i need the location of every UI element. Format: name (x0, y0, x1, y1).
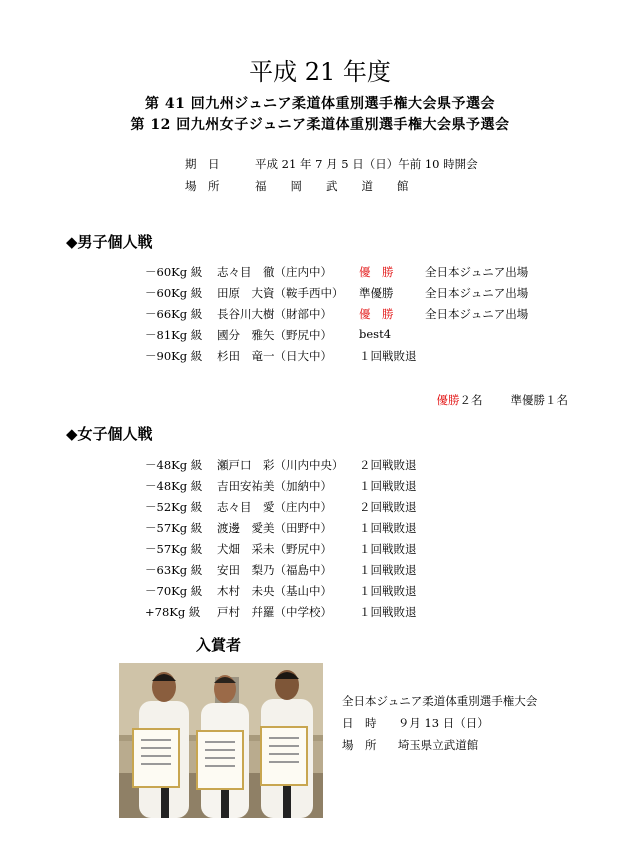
athlete-name: 國分 雅矢（野尻中） (217, 328, 332, 342)
result: 優 勝 (359, 307, 394, 321)
result: 準優勝 (359, 286, 394, 300)
athlete-name: 田原 大資（鞍手西中） (217, 286, 344, 300)
result: １回戦敗退 (359, 542, 417, 556)
women-section-heading: ◆女子個人戦 (66, 425, 153, 443)
winners-photo (119, 663, 323, 818)
result: best4 (359, 327, 392, 341)
page-title: 平成 21 年度 (249, 58, 391, 86)
athlete-name: 渡邊 愛美（田野中） (217, 521, 332, 535)
event-date-row (342, 712, 537, 734)
athlete-name: 犬畑 采未（野尻中） (217, 542, 332, 556)
summary-win-label: 優勝 (436, 393, 460, 407)
weight-class: －57Kg 級 (145, 521, 203, 535)
event-date: ９月 13 日（日） (397, 716, 489, 730)
athlete-name: 木村 未央（基山中） (217, 584, 332, 598)
men-section-heading: ◆男子個人戦 (66, 233, 153, 251)
athlete-name: 安田 梨乃（福島中） (217, 563, 332, 577)
event-name: 全日本ジュニア柔道体重別選手権大会 (342, 694, 538, 708)
weight-class: －66Kg 級 (145, 307, 203, 321)
event-venue-label: 場 所 (342, 738, 377, 752)
weight-class: －81Kg 級 (145, 328, 203, 342)
date-label: 期 日 (185, 157, 220, 171)
result: 優 勝 (359, 265, 394, 279)
summary-second: 準優勝１名 (510, 393, 568, 407)
subtitle-women-tournament: 第 12 回九州女子ジュニア柔道体重別選手権大会県予選会 (130, 117, 510, 133)
result: １回戦敗退 (359, 349, 417, 363)
event-date-label: 日 時 (342, 716, 377, 730)
result: １回戦敗退 (359, 584, 417, 598)
athlete-name: 長谷川大樹（財部中） (217, 307, 332, 321)
summary-win-count: ２名 (459, 393, 483, 407)
weight-class: －48Kg 級 (145, 458, 203, 472)
weight-class: －70Kg 級 (145, 584, 203, 598)
weight-class: －60Kg 級 (145, 265, 203, 279)
venue-label: 場 所 (185, 179, 220, 193)
result: ２回戦敗退 (359, 500, 417, 514)
result: １回戦敗退 (359, 479, 417, 493)
athlete-name: 瀬戸口 彩（川内中央） (217, 458, 344, 472)
weight-class: －90Kg 級 (145, 349, 203, 363)
note: 全日本ジュニア出場 (425, 286, 529, 300)
athlete-name: 杉田 竜一（日大中） (217, 349, 332, 363)
winners-heading: 入賞者 (196, 636, 242, 654)
date-value: 平成 21 年 7 月 5 日（日）午前 10 時開会 (255, 157, 478, 171)
result: ２回戦敗退 (359, 458, 417, 472)
result: １回戦敗退 (359, 605, 417, 619)
men-summary (437, 392, 569, 408)
event-venue: 埼玉県立武道館 (397, 738, 479, 752)
weight-class: －60Kg 級 (145, 286, 203, 300)
note: 全日本ジュニア出場 (425, 307, 529, 321)
weight-class: －52Kg 級 (145, 500, 203, 514)
event-info (342, 690, 537, 756)
result: １回戦敗退 (359, 563, 417, 577)
athlete-name: 志々目 愛（庄内中） (217, 500, 332, 514)
event-venue-row (342, 734, 537, 756)
note: 全日本ジュニア出場 (425, 265, 529, 279)
weight-class: －63Kg 級 (145, 563, 203, 577)
venue-value: 福岡武道館 (255, 179, 433, 193)
weight-class: +78Kg 級 (145, 605, 201, 619)
weight-class: －57Kg 級 (145, 542, 203, 556)
weight-class: －48Kg 級 (145, 479, 203, 493)
athlete-name: 吉田安祐美（加納中） (217, 479, 332, 493)
result: １回戦敗退 (359, 521, 417, 535)
subtitle-men-tournament: 第 41 回九州ジュニア柔道体重別選手権大会県予選会 (145, 96, 495, 112)
athlete-name: 戸村 幷羅（中学校） (217, 605, 332, 619)
athlete-name: 志々目 徹（庄内中） (217, 265, 332, 279)
